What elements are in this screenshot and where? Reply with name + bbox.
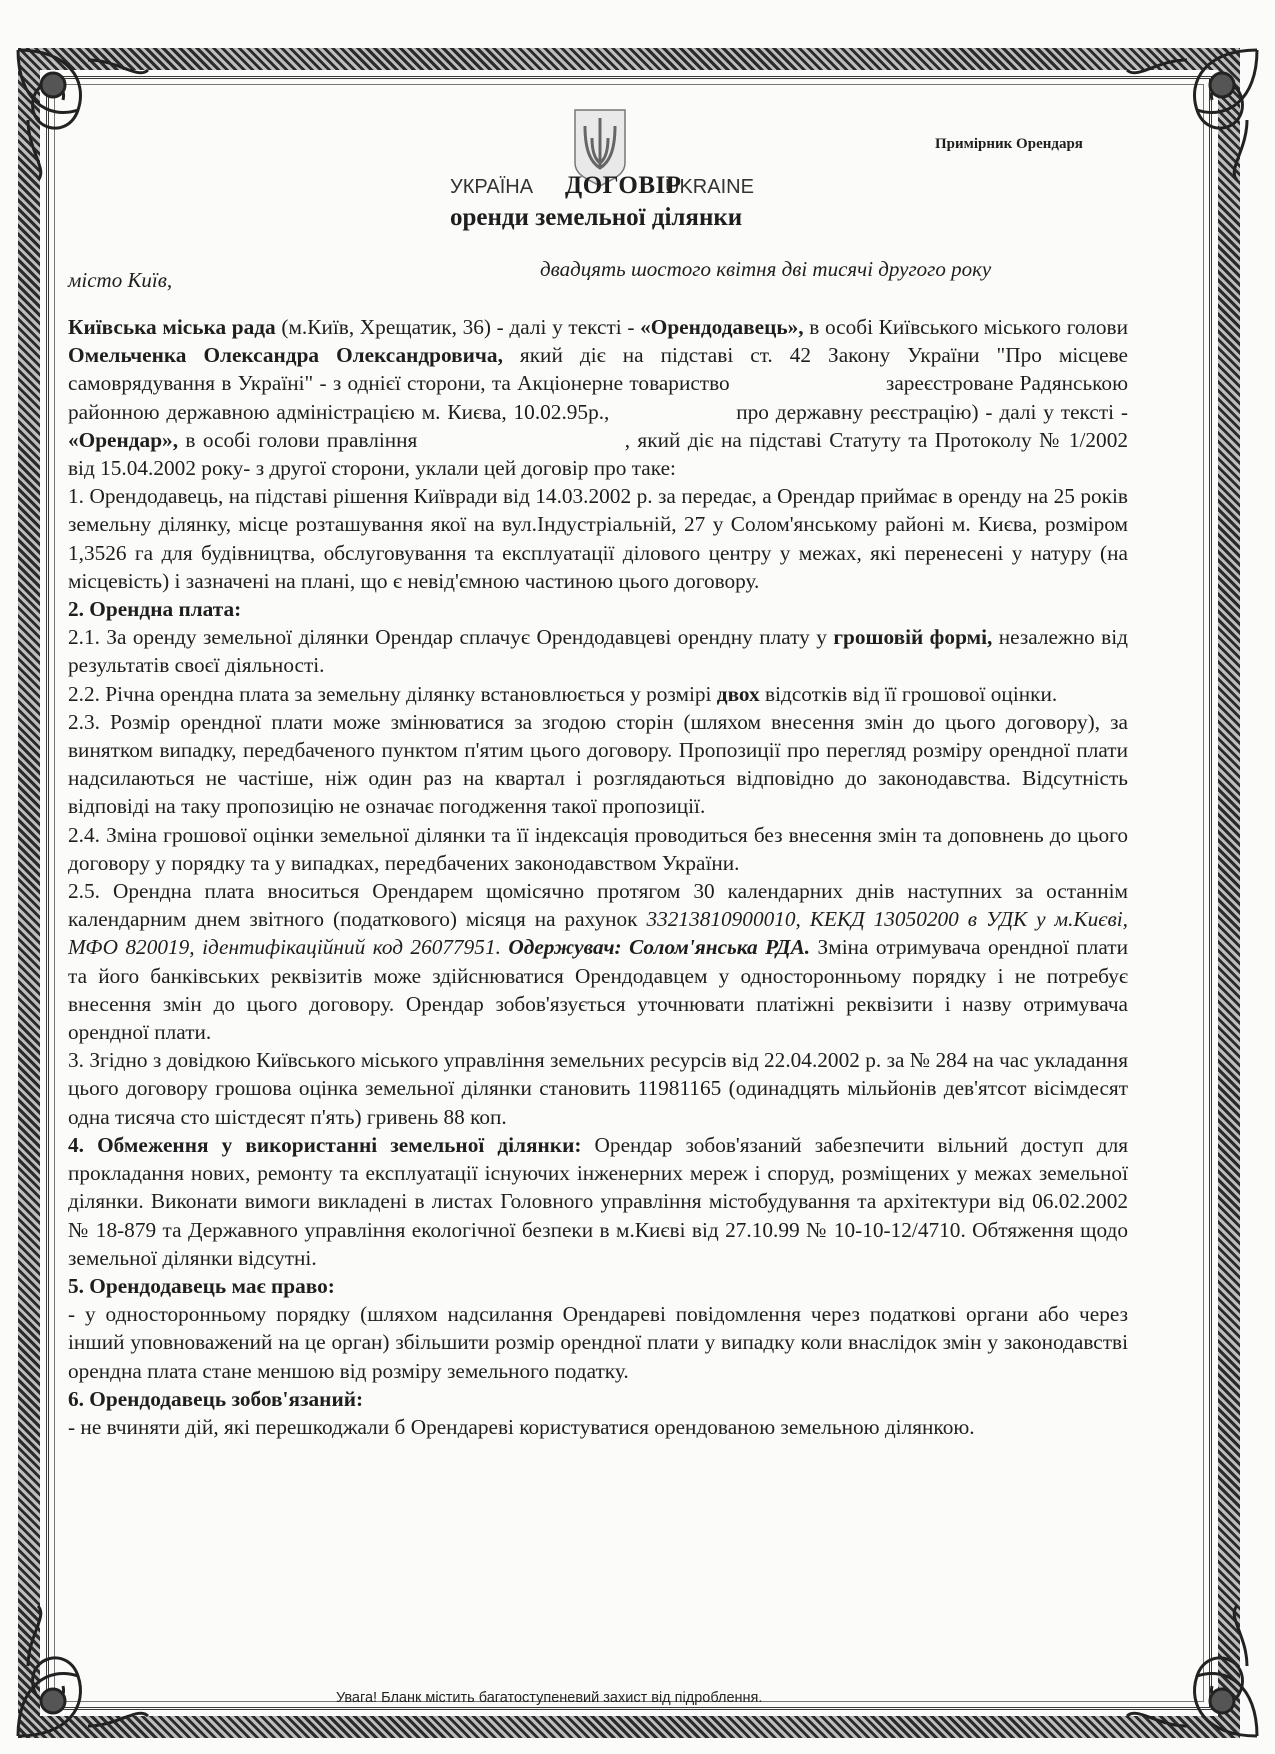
country-en: UKRAINE xyxy=(665,176,754,198)
text: який діє на підставі ст. 42 Закону України "Про місцеве самоврядування в Україні" - з однієї сторони, та Акціонерне товариство xyxy=(68,343,1128,396)
section-2-2 xyxy=(68,680,1128,708)
emphasis: грошовій формі, xyxy=(833,625,993,650)
security-notice: Увага! Бланк містить багатоступеневий захист від підроблення. xyxy=(336,1690,763,1706)
ornament-corner-icon xyxy=(8,1596,158,1746)
text: в особі Київського міського голови xyxy=(803,315,1129,339)
document-title: ДОГОВІР xyxy=(565,172,682,199)
section-5-1: - у односторонньому порядку (шляхом надсилання Орендареві повідомлення через податкові органи або через інший уповноважений на це орган) збільшити розмір орендної плати у випадку коли внаслідок змін у законодавстві орендна плата стане меншою від розміру земельного податку. xyxy=(68,1302,1128,1383)
ornament-corner-icon xyxy=(1117,1596,1267,1746)
title-row xyxy=(450,172,830,202)
section-2-3: 2.3. Розмір орендної плати може змінюватися за згодою сторін (шляхом внесення змін до цього договору), за винятком випадку, передбаченого пунктом п'ятим цього договору. Пропозиції про перегляд розміру орендної плати надсилаються не частіше, ніж один раз на квартал і розглядаються відповідно до законодавства. Відсутність відповіді на таку пропозицію не означає погодження такої пропозиції. xyxy=(68,709,1128,819)
section-1: 1. Орендодавець, на підставі рішення Київради від 14.03.2002 р. за передає, а Орендар приймає в оренду на 25 років земельну ділянку, місце розташування якої на вул.Індустріальній, 27 у Солом'янському районі м. Києва, розміром 1,3526 га для будівництва, обслуговування та експлуатації ділового центру у межах, які перенесені у натуру (на місцевість) і зазначені на плані, що є невід'ємною частиною цього договору. xyxy=(68,484,1128,593)
tenant-term: «Орендар», xyxy=(68,427,179,452)
text: 2.5. Орендна плата вноситься Орендарем щомісячно протягом 30 календарних днів наступних за останнім календарним днем звітного (податкового) місяця на рахунок xyxy=(68,879,1128,932)
country-ua: УКРАЇНА xyxy=(450,176,534,198)
document-subtitle: оренди земельної ділянки xyxy=(450,204,743,231)
section-4 xyxy=(68,1131,1128,1272)
text: 2.2. Річна орендна плата за земельну ділянку встановлюється у розмірі xyxy=(68,681,717,706)
text: , який діє на підставі Статуту та Протоколу № 1/2002 від 15.04.2002 року- з другої сторони, уклали цей договір про таке: xyxy=(68,427,1128,481)
section-2-heading: 2. Орендна плата: xyxy=(68,597,242,622)
landlord-term: «Орендодавець», xyxy=(640,315,804,339)
date: двадцять шостого квітня дві тисячі другого року xyxy=(540,257,992,281)
section-3: 3. Згідно з довідкою Київського міського управління земельних ресурсів від 22.04.2002 р. за № 284 на час укладання цього договору грошова оцінка земельної ділянки становить 11981165 (одинадцять мільйонів дев'ятсот вісімдесят одна тисяча сто шістдесят п'ять) гривень 88 коп. xyxy=(68,1048,1128,1129)
section-6-heading: 6. Орендодавець зобов'язаний: xyxy=(68,1386,364,1411)
section-2-4: 2.4. Зміна грошової оцінки земельної ділянки та її індексація проводиться без внесення змін та доповнень до цього договору у порядку та у випадках, передбачених законодавством України. xyxy=(68,822,1128,875)
text: (м.Київ, Хрещатик, 36) - далі у тексті - xyxy=(275,315,641,339)
section-2-1 xyxy=(68,623,1128,679)
text: відсотків від її грошової оцінки. xyxy=(759,681,1058,706)
recipient: Одержувач: Солом'янська РДА. xyxy=(500,935,811,960)
place: місто Київ, xyxy=(68,268,173,292)
section-4-heading: 4. Обмеження у використанні земельної ділянки: xyxy=(68,1132,582,1157)
text: про державну реєстрацію) - далі у тексті - xyxy=(736,399,1129,424)
ornament-corner-icon xyxy=(8,40,158,190)
contract-body xyxy=(68,313,1128,1441)
text: 2.1. За оренду земельної ділянки Орендар сплачує Орендодавцеві орендну плату у xyxy=(68,625,834,650)
text: зареєстроване Радянською районною державною адміністрацією м. Києва, 10.02.95р., xyxy=(68,371,1128,424)
section-5-heading: 5. Орендодавець має право: xyxy=(68,1273,335,1298)
text: Орендар зобов'язаний забезпечити вільний доступ для прокладання нових, ремонту та експлуатації існуючих інженерних мереж і споруд, розміщених у межах земельної ділянки. Виконати вимоги викладені в листах Головного управління містобудування та архітектури від 06.02.2002 № 18-879 та Державного управління екологічної безпеки в м.Києві від 27.10.99 № 10-10-12/4710. Обтяження щодо земельної ділянки відсутні. xyxy=(68,1132,1128,1270)
text: Зміна отримувача орендної плати та його банківських реквізитів може здійснюватися Орендодавцем у односторонньому порядку і не потребує внесення змін до цього договору. Орендар зобов'язується уточнювати платіжні реквізити і назву отримувача орендної плати. xyxy=(68,935,1128,1045)
text: в особі голови правління xyxy=(178,427,418,452)
section-6-1: - не вчиняти дій, які перешкоджали б Орендареві користуватися орендованою земельною ділянкою. xyxy=(68,1414,975,1439)
bank-details: 33213810900010, КЕКД 13050200 в УДК у м.Києві, МФО 820019, ідентифікаційний код 26077951. xyxy=(68,907,1128,960)
ornament-corner-icon xyxy=(1117,40,1267,190)
landlord-name: Київська міська рада xyxy=(68,315,276,339)
copy-label: Примірник Орендаря xyxy=(935,136,1083,152)
section-2-5 xyxy=(68,877,1128,1046)
parties-paragraph xyxy=(68,313,1128,482)
text: незалежно від результатів своєї діяльності. xyxy=(68,625,1128,678)
mayor-name: Омельченка Олександра Олександровича, xyxy=(68,343,503,368)
emphasis: двох xyxy=(716,681,760,706)
